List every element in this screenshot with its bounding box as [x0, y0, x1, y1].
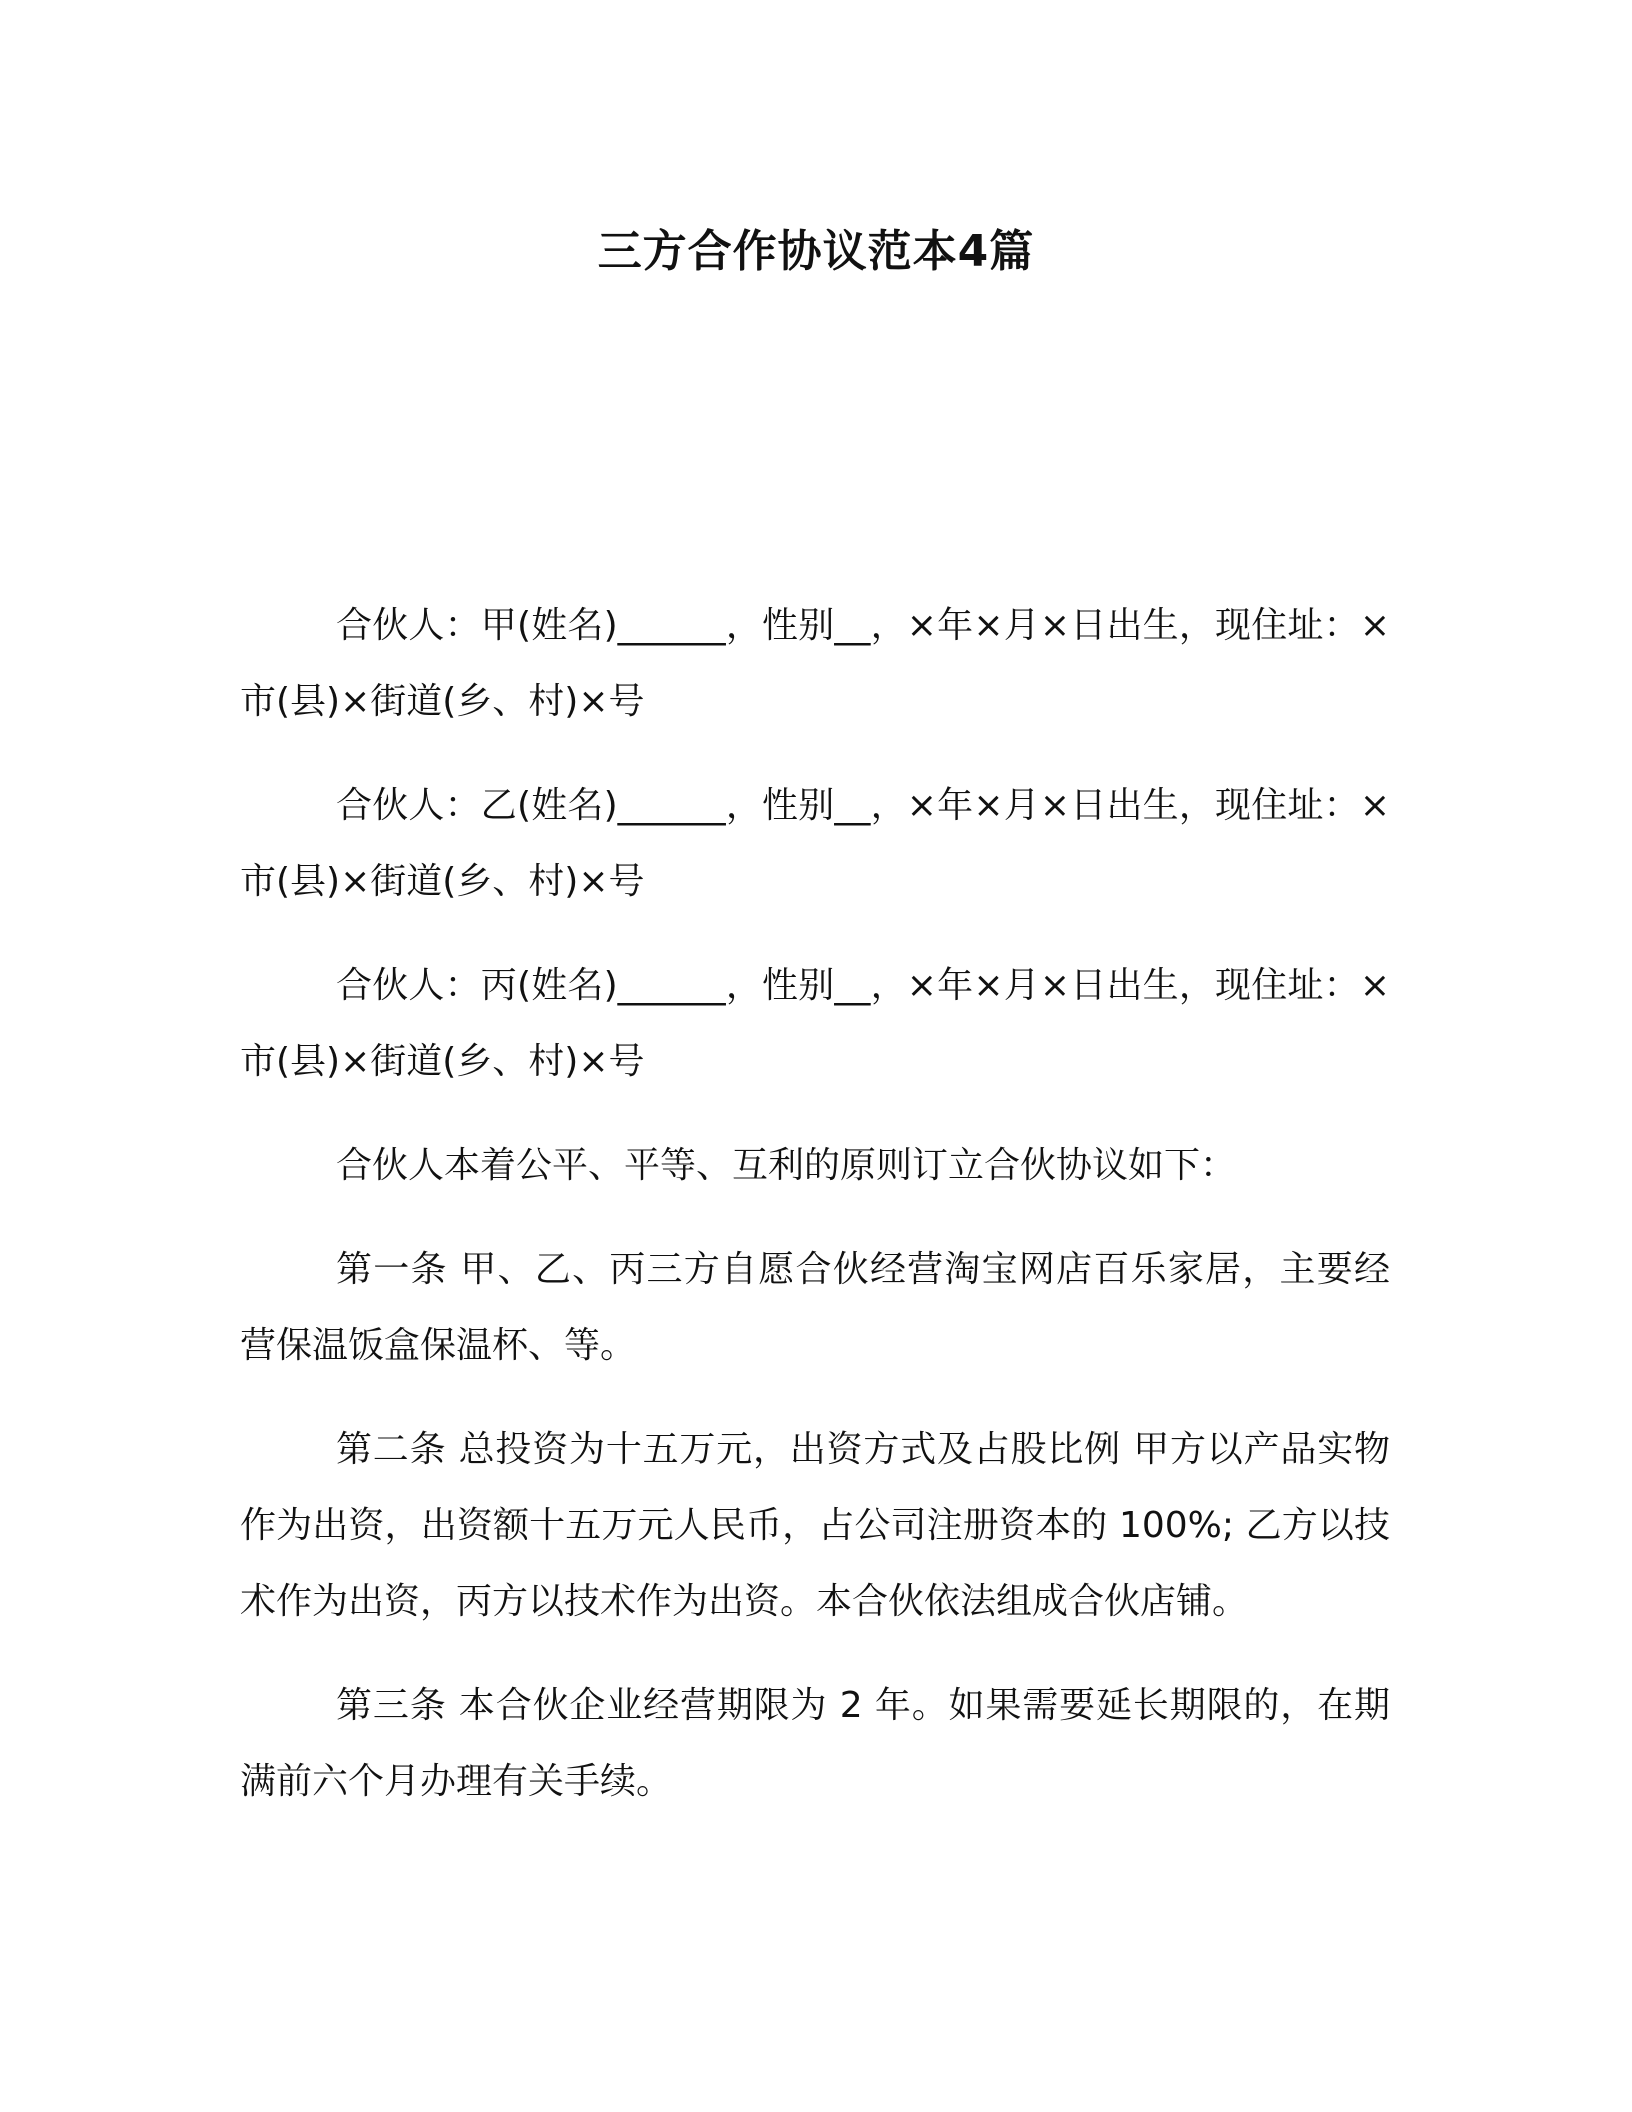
principle-paragraph: 合伙人本着公平、平等、互利的原则订立合伙协议如下：: [336, 1145, 1237, 1186]
article-3-paragraph: 第三条 本合伙企业经营期限为 2 年。如果需要延长期限的，在期满前六个月办理有关手续。: [240, 1685, 1390, 1802]
partner-a-paragraph: 合伙人：甲(姓名)______，性别__，×年×月×日出生，现住址：×市(县)×街道(乡、村)×号: [240, 605, 1390, 722]
partner-b-paragraph: 合伙人：乙(姓名)______，性别__，×年×月×日出生，现住址：×市(县)×街道(乡、村)×号: [240, 785, 1390, 902]
document-title: 三方合作协议范本4篇: [597, 226, 1035, 277]
article-1-paragraph: 第一条 甲、乙、丙三方自愿合伙经营淘宝网店百乐家居，主要经营保温饭盒保温杯、等。: [240, 1249, 1390, 1366]
document-body: [240, 588, 1390, 1848]
article-2-paragraph: 第二条 总投资为十五万元，出资方式及占股比例 甲方以产品实物作为出资，出资额十五万元人民币，占公司注册资本的 100%; 乙方以技术作为出资，丙方以技术作为出资。本合伙依法组成合伙店铺。: [240, 1429, 1390, 1622]
partner-c-paragraph: 合伙人：丙(姓名)______，性别__，×年×月×日出生，现住址：×市(县)×街道(乡、村)×号: [240, 965, 1390, 1082]
